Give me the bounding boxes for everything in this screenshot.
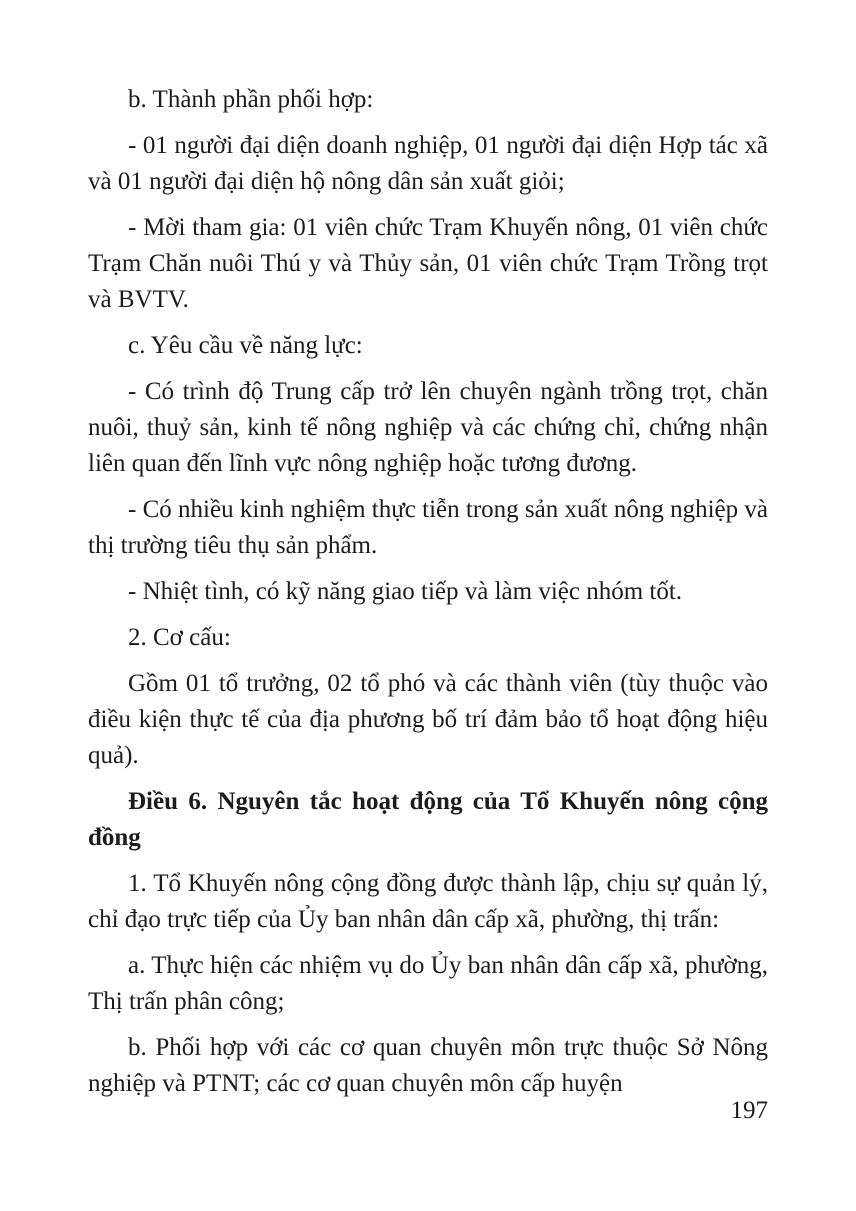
paragraph-capability-requirements: c. Yêu cầu về năng lực: — [128, 332, 363, 359]
paragraph-qualification: - Có trình độ Trung cấp trở lên chuyên ngành trồng trọt, chăn nuôi, thuỷ sản, kinh tế nông nghiệp và các chứng chỉ, chứng nhận liên quan đến lĩnh vực nông nghiệp hoặc tương đương. — [88, 378, 768, 477]
paragraph-structure-heading: 2. Cơ cấu: — [128, 624, 231, 651]
paragraph-structure: Gồm 01 tổ trưởng, 02 tổ phó và các thành viên (tùy thuộc vào điều kiện thực tế của địa phương bố trí đảm bảo tổ hoạt động hiệu quả). — [88, 670, 768, 769]
paragraph-article-6-item-1: 1. Tổ Khuyến nông cộng đồng được thành lập, chịu sự quản lý, chỉ đạo trực tiếp của Ủy ban nhân dân cấp xã, phường, thị trấn: — [88, 870, 768, 933]
article-6-heading: Điều 6. Nguyên tắc hoạt động của Tổ Khuyến nông cộng đồng — [88, 788, 768, 851]
paragraph-article-6-item-b: b. Phối hợp với các cơ quan chuyên môn trực thuộc Sở Nông nghiệp và PTNT; các cơ quan chuyên môn cấp huyện — [88, 1034, 768, 1097]
paragraph-article-6-item-a: a. Thực hiện các nhiệm vụ do Ủy ban nhân dân cấp xã, phường, Thị trấn phân công; — [88, 952, 768, 1015]
body-text — [88, 82, 768, 1112]
paragraph-invited-participants: - Mời tham gia: 01 viên chức Trạm Khuyến nông, 01 viên chức Trạm Chăn nuôi Thú y và Thủy sản, 01 viên chức Trạm Trồng trọt và BVTV. — [88, 214, 768, 313]
paragraph-representatives: - 01 người đại diện doanh nghiệp, 01 người đại diện Hợp tác xã và 01 người đại diện hộ nông dân sản xuất giỏi; — [88, 132, 768, 195]
paragraph-coordination-members: b. Thành phần phối hợp: — [128, 86, 374, 113]
page-number: 197 — [730, 1097, 768, 1124]
paragraph-experience: - Có nhiều kinh nghiệm thực tiễn trong sản xuất nông nghiệp và thị trường tiêu thụ sản phẩm. — [88, 496, 768, 559]
paragraph-enthusiasm: - Nhiệt tình, có kỹ năng giao tiếp và làm việc nhóm tốt. — [128, 578, 683, 605]
